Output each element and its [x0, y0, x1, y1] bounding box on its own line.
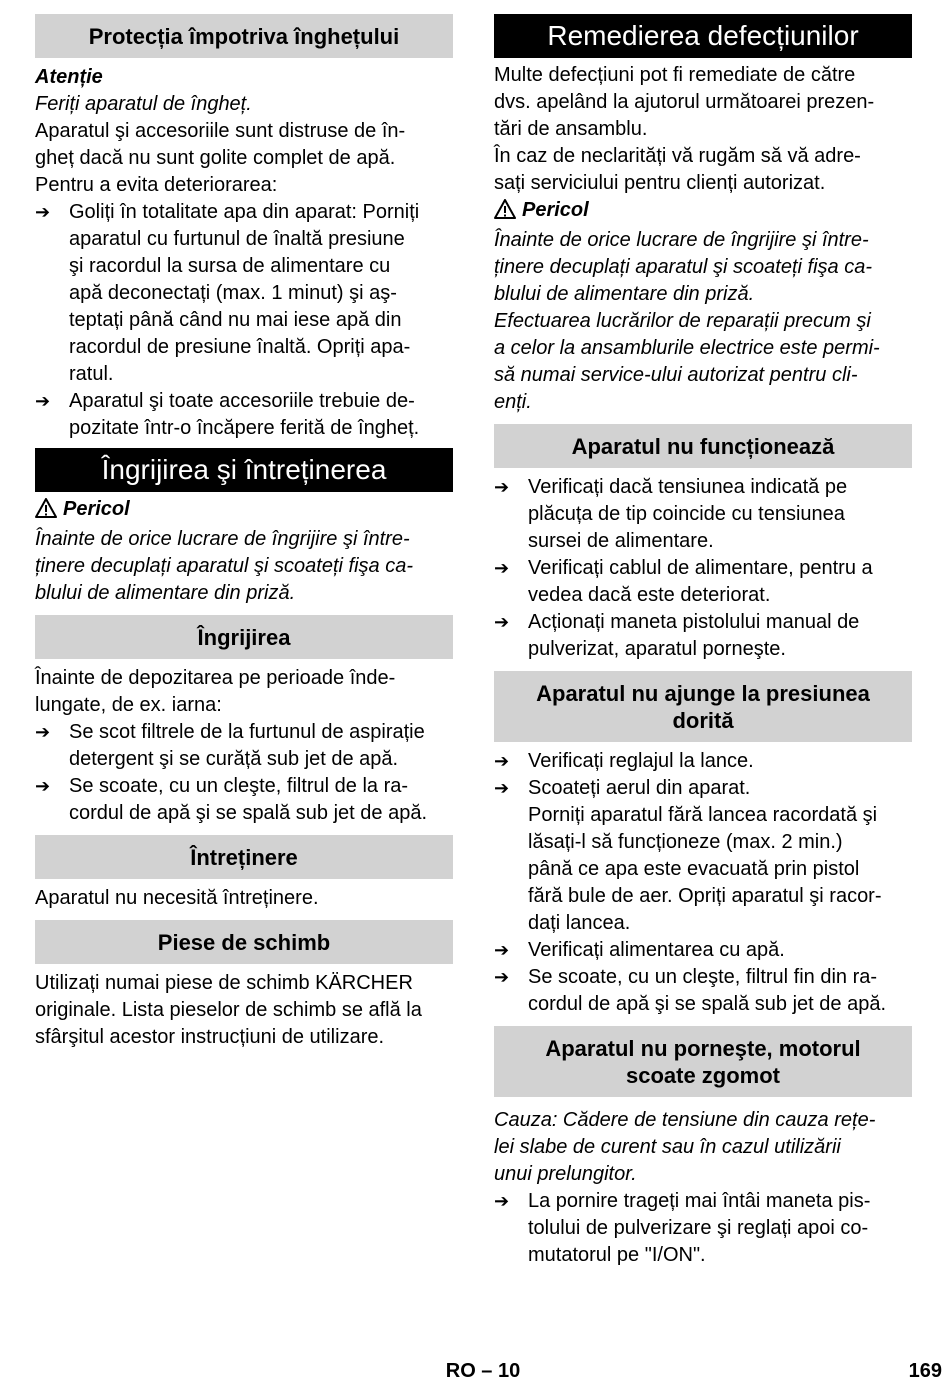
not-working-step-2: ➔ Verificați cablul de alimentare, pentru a vedea dacă este deteriorat. [494, 557, 873, 606]
section-heading-care-maintenance: Îngrijirea şi întreținerea [35, 448, 453, 492]
no-pressure-step-1: ➔ Verificați reglajul la lance. [494, 748, 912, 775]
troubleshooting-contact: În caz de neclarități vă rugăm să vă adre- sați serviciului pentru clienți autorizat. [494, 145, 861, 194]
section-heading-frost-protection: Protecția împotriva înghețului [35, 14, 453, 58]
not-working-step-3: ➔ Acționați maneta pistolului manual de pulverizat, aparatul porneşte. [494, 611, 860, 660]
ingrijirea-step-1: ➔ Se scot filtrele de la furtunul de aspirație detergent şi se curăță sub jet de apă. [35, 721, 425, 770]
right-arrow-icon: ➔ [494, 940, 510, 960]
no-pressure-step-2-details: Porniți aparatul fără lancea racordată şi lăsați-l să funcționeze (max. 2 min.) până ce apa este evacuată prin pistol fără bule de aer. Opriți aparatul şi racor- dați lancea. [528, 804, 882, 934]
right-arrow-icon: ➔ [494, 477, 510, 497]
warning-triangle-icon [35, 498, 57, 526]
no-pressure-step-3: ➔ Verificați alimentarea cu apă. [494, 937, 912, 964]
right-arrow-icon: ➔ [494, 1191, 510, 1211]
footer-section-label: RO – 10 [445, 1360, 521, 1382]
ingrijirea-paragraph: Înainte de depozitarea pe perioade înde- lungate, de ex. iarna: [35, 667, 396, 716]
attention-label: Atenție [35, 66, 103, 88]
no-pressure-step-4: ➔ Se scoate, cu un cleşte, filtrul fin din ra- cordul de apă şi se spală sub jet de apă. [494, 966, 887, 1015]
warning-triangle-icon [494, 199, 516, 227]
section-heading-motor-noise: Aparatul nu porneşte, motorul scoate zgomot [494, 1026, 912, 1097]
right-arrow-icon: ➔ [494, 751, 510, 771]
section-heading-spare-parts: Piese de schimb [35, 920, 453, 964]
section-heading-ingrijirea: Îngrijirea [35, 615, 453, 659]
section-heading-no-pressure: Aparatul nu ajunge la presiunea dorită [494, 671, 912, 742]
right-arrow-icon: ➔ [494, 967, 510, 987]
right-arrow-icon: ➔ [35, 391, 51, 411]
frost-step-2: ➔ Aparatul şi toate accesoriile trebuie de- pozitate într-o încăpere ferită de îngheț. [35, 390, 420, 439]
motor-noise-step-1: ➔ La pornire trageți mai întâi maneta pis- tolului de pulverizare şi reglați apoi co- mutatorul pe "I/ON". [494, 1190, 871, 1266]
left-column [35, 14, 453, 1051]
motor-noise-cause: Cauza: Cădere de tensiune din cauza rețe- lei slabe de curent sau în cazul utilizării unui prelungitor. [494, 1109, 876, 1185]
right-arrow-icon: ➔ [494, 612, 510, 632]
page-number: 169 [908, 1360, 942, 1382]
right-column [494, 14, 912, 1269]
frost-paragraph: Aparatul şi accesoriile sunt distruse de în- gheț dacă nu sunt golite complet de apă. Pentru a evita deteriorarea: [35, 120, 406, 196]
section-heading-troubleshooting: Remedierea defecțiunilor [494, 14, 912, 58]
troubleshooting-danger-text: Înainte de orice lucrare de îngrijire şi între- ținere decuplați aparatul şi scoateți fişa ca- blului de alimentare din priză. Efectuarea lucrărilor de reparații precum şi a celor la ansamblurile electrice este permi- să numai service-ului autorizat pentru cli- enți. [494, 229, 880, 413]
troubleshooting-intro: Multe defecțiuni pot fi remediate de către dvs. apelând la ajutorul următoarei prezen- tări de ansamblu. [494, 64, 875, 140]
danger-label: Pericol [494, 197, 912, 227]
care-danger-text: Înainte de orice lucrare de îngrijire şi între- ținere decuplați aparatul şi scoateți fişa ca- blului de alimentare din priză. [35, 528, 413, 604]
frost-step-1: ➔ Goliți în totalitate apa din aparat: Porniți aparatul cu furtunul de înaltă presiune şi racordul la sursa de alimentare cu apă deconectați (max. 1 minut) şi aş- teptați până când nu mai iese apă din racordul de presiune înaltă. Opriți apa- ratul. [35, 201, 420, 385]
right-arrow-icon: ➔ [35, 776, 51, 796]
right-arrow-icon: ➔ [35, 722, 51, 742]
right-arrow-icon: ➔ [494, 558, 510, 578]
section-heading-intretinere: Întreținere [35, 835, 453, 879]
spare-parts-paragraph: Utilizați numai piese de schimb KÄRCHER originale. Lista pieselor de schimb se află la sfârşitul acestor instrucțiuni de utilizare. [35, 972, 422, 1048]
section-heading-not-working: Aparatul nu funcționează [494, 424, 912, 468]
not-working-step-1: ➔ Verificați dacă tensiunea indicată pe plăcuța de tip coincide cu tensiunea sursei de alimentare. [494, 476, 848, 552]
frost-warning-text: Feriți aparatul de îngheț. [35, 93, 252, 115]
intretinere-paragraph: Aparatul nu necesită întreținere. [35, 887, 319, 909]
ingrijirea-step-2: ➔ Se scoate, cu un cleşte, filtrul de la ra- cordul de apă şi se spală sub jet de apă. [35, 775, 428, 824]
danger-label: Pericol [35, 496, 453, 526]
right-arrow-icon: ➔ [494, 778, 510, 798]
no-pressure-step-2: ➔ Scoateți aerul din aparat. [494, 775, 912, 802]
right-arrow-icon: ➔ [35, 202, 51, 222]
